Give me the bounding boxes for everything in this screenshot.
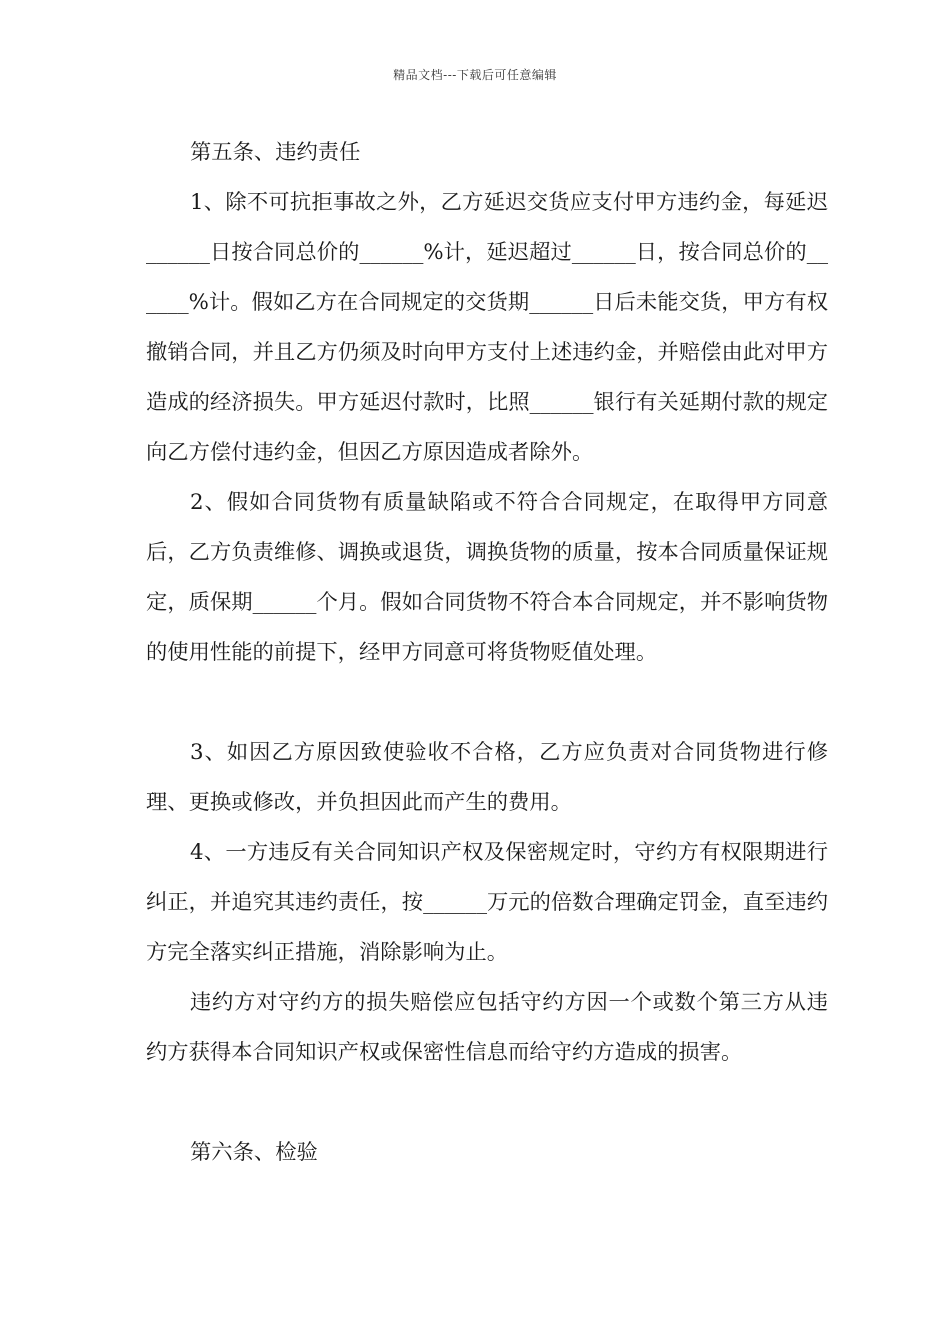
article-5-title: 第五条、违约责任	[190, 140, 361, 165]
page-header: 精品文档---下载后可任意编辑	[393, 68, 557, 82]
clause-1: 1、除不可抗拒事故之外，乙方延迟交货应支付甲方违约金，每延迟______日按合同总价的______%计，延迟超过______日，按合同总价的______%计。假如乙方在合同规定的交货期______日后未能交货，甲方有权撤销合同，并且乙方仍须及时向甲方支付上述违约金，并赔偿由此对甲方造成的经济损失。甲方延迟付款时，比照______银行有关延期付款的规定向乙方偿付违约金，但因乙方原因造成者除外。	[146, 190, 828, 465]
clause-4-damages: 违约方对守约方的损失赔偿应包括守约方因一个或数个第三方从违约方获得本合同知识产权或保密性信息而给守约方造成的损害。	[146, 990, 828, 1065]
clause-4: 4、一方违反有关合同知识产权及保密规定时，守约方有权限期进行纠正，并追究其违约责任，按______万元的倍数合理确定罚金，直至违约方完全落实纠正措施，消除影响为止。	[146, 840, 828, 965]
article-6-title: 第六条、检验	[190, 1140, 318, 1165]
clause-3: 3、如因乙方原因致使验收不合格，乙方应负责对合同货物进行修理、更换或修改，并负担因此而产生的费用。	[146, 740, 828, 815]
clause-2: 2、假如合同货物有质量缺陷或不符合合同规定，在取得甲方同意后，乙方负责维修、调换或退货，调换货物的质量，按本合同质量保证规定，质保期______个月。假如合同货物不符合本合同规定，并不影响货物的使用性能的前提下，经甲方同意可将货物贬值处理。	[146, 490, 828, 665]
blank-line	[146, 678, 828, 728]
document-body	[146, 128, 828, 1178]
blank-line	[146, 1078, 828, 1128]
